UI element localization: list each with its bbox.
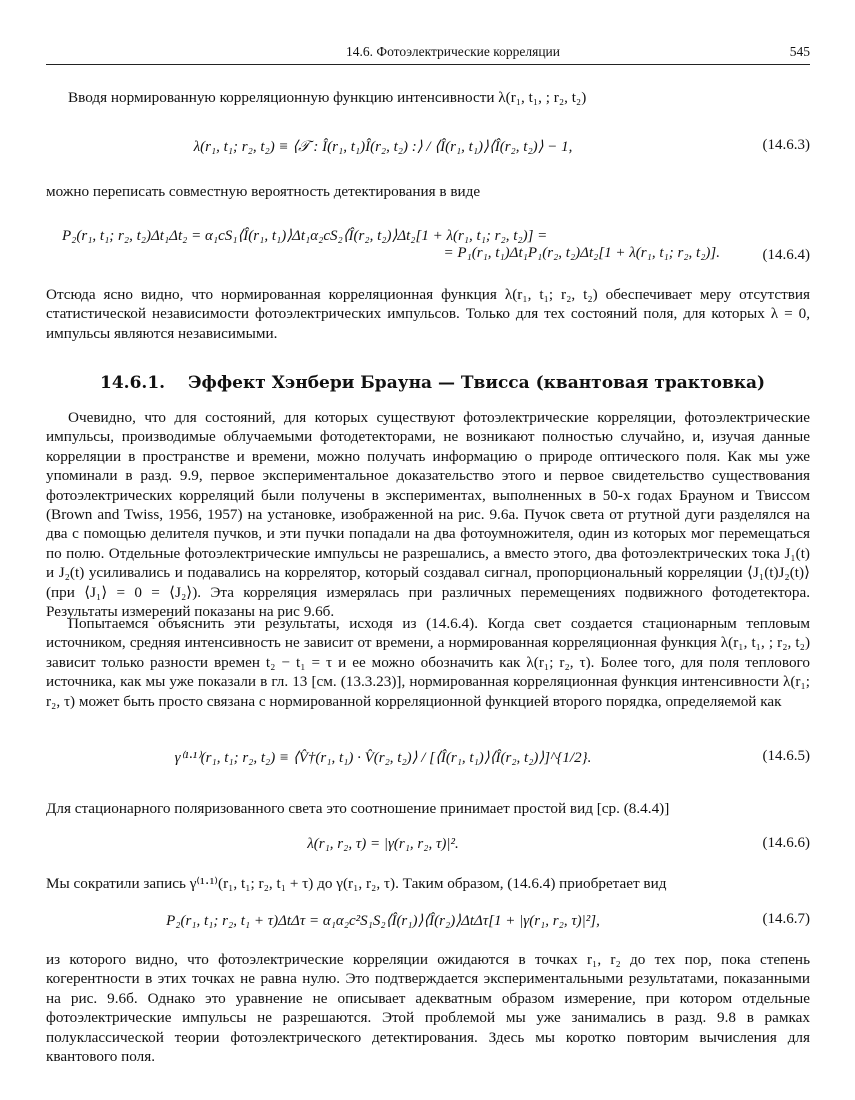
equation-body: P₂(r₁, t₁; r₂, t₁ + τ)ΔtΔτ = α₁α₂c²S₁S₂⟨Î(r₁)⟩⟨Î(r₂)⟩ΔtΔτ[1 + |γ(r₁, r₂, τ)|²], — [166, 912, 600, 929]
paragraph-section-2-text: Попытаемся объяснить эти результаты, исходя из (14.6.4). Когда свет создается стационарным тепловым источником, средняя интенсивность не зависит от времени, а нормированная корреляционная функция λ(r₁, t₁, ; r₂, t₂) зависит только разности времен t₂ − t₁ = τ и ее можно обозначить как λ(r₁; r₂, τ). Более того, для поля теплового источника, как мы уже показали в гл. 13 [см. (13.3.23)], нормированная корреляционная функция интенсивности λ(r₁; r₂, τ) может быть просто связана с нормированной корреляционной функцией второго порядка, определяемой как — [46, 615, 810, 710]
equation-number: (14.6.7) — [762, 911, 810, 927]
equation-14-6-4 — [46, 226, 810, 270]
equation-14-6-7 — [46, 906, 810, 934]
paragraph-after-eq5 — [46, 799, 810, 818]
paragraph-section-1-text: Очевидно, что для состояний, для которых существуют фотоэлектрические корреляции, фотоэлектрические импульсы, производимые облучаемыми фотодетекторами, не возникают полностью случайно, и, изучая данные корреляции в пространстве и времени, можно получать информацию о природе оптического поля. Как мы уже упоминали в разд. 9.9, первое экспериментальное доказательство этого и первое свидетельство существования фотоэлектрических корреляций были получены в экспериментах, выполненных в 50-х годах Брауном и Твиссом (Brown and Twiss, 1956, 1957) на установке, изображенной на рис. 9.6а. Пучок света от ртутной дуги разделялся на два с помощью делителя пучков, и эти пучки попадали на два фотоумножителя, один из которых мог перемещаться по полю. Отдельные фотоэлектрические импульсы не разрешались, а вместо этого, два фотоэлектрических тока J₁(t) и J₂(t) усиливались и подавались на коррелятор, который создавал сигнал, пропорциональный корреляции ⟨J₁(t)J₂(t)⟩ (при ⟨J₁⟩ = 0 = ⟨J₂⟩). Эта корреляция измерялась при различных перемещениях подвижного фотодетектора. Результаты измерений показаны на рис 9.6б. — [46, 409, 810, 621]
paragraph-section-1 — [46, 408, 810, 621]
paragraph-section-2 — [46, 614, 810, 711]
equation-number: (14.6.5) — [762, 748, 810, 764]
header-rule — [46, 64, 810, 65]
equation-body: λ(r₁, t₁; r₂, t₂) ≡ ⟨𝒯 : Î(r₁, t₁)Î(r₂, t₂) :⟩ / ⟨Î(r₁, t₁)⟩⟨Î(r₂, t₂)⟩ − 1, — [193, 138, 573, 155]
paragraph-final — [46, 950, 810, 1066]
paragraph-after-eq3 — [46, 182, 810, 201]
equation-body: γ⁽¹·¹⁾(r₁, t₁; r₂, t₂) ≡ ⟨V̂†(r₁, t₁) · V̂(r₂, t₂)⟩ / [⟨Î(r₁, t₁)⟩⟨Î(r₂, t₂)⟩]^{1/2}. — [174, 749, 592, 766]
paragraph-after-eq4-text: Отсюда ясно видно, что нормированная корреляционная функция λ(r₁, t₁; r₂, t₂) обеспечивает меру отсутствия статистической независимости фотоэлектрических импульсов. Только для тех состояний поля, для которых λ = 0, импульсы являются независимыми. — [46, 286, 810, 342]
equation-number: (14.6.6) — [762, 835, 810, 851]
equation-14-6-3 — [46, 124, 810, 168]
equation-body: λ(r₁, r₂, τ) = |γ(r₁, r₂, τ)|². — [307, 835, 459, 852]
header-section-title: 14.6. Фотоэлектрические корреляции — [346, 44, 560, 59]
page-number: 545 — [789, 44, 810, 59]
running-header — [46, 44, 810, 64]
equation-14-6-6 — [46, 832, 810, 856]
paragraph-after-eq4 — [46, 285, 810, 343]
paragraph-final-text: из которого видно, что фотоэлектрические корреляции ожидаются в точках r₁, r₂ до тех пор, пока степень когерентности в этих точках не равна нулю. Это подтверждается экспериментальными результатами, показанными на рис. 9.6б. Однако это уравнение не описывает адекватным образом измерение, при котором отдельные фотоэлектрические импульсы не разрешаются. Этой проблемой мы уже занимались в разд. 9.8 в рамках полуклассической теории фотоэлектрического детектирования. Здесь мы коротко повторим вычисления для квантового поля. — [46, 951, 810, 1066]
equation-14-6-5 — [46, 735, 810, 779]
equation-number: (14.6.4) — [762, 247, 810, 263]
paragraph-after-eq5-text: Для стационарного поляризованного света это соотношение принимает простой вид [ср. (8.4.4)] — [46, 800, 670, 817]
paragraph-intro — [46, 88, 810, 107]
equation-line-2: = P₁(r₁, t₁)Δt₁P₁(r₂, t₂)Δt₂[1 + λ(r₁, t₁; r₂, t₂)]. — [443, 245, 720, 261]
equation-number: (14.6.3) — [762, 137, 810, 153]
paragraph-after-eq6-text: Мы сократили запись γ⁽¹·¹⁾(r₁, t₁; r₂, t₁ + τ) до γ(r₁, r₂, τ). Таким образом, (14.6.4) приобретает вид — [46, 875, 667, 892]
section-title: Эффект Хэнбери Брауна — Твисса (квантовая трактовка) — [188, 373, 766, 393]
equation-line-1: P₂(r₁, t₁; r₂, t₂)Δt₁Δt₂ = α₁cS₁⟨Î(r₁, t₁)⟩Δt₁α₂cS₂⟨Î(r₂, t₂)⟩Δt₂[1 + λ(r₁, t₁; r₂, t₂)] = — [62, 228, 548, 244]
paragraph-after-eq3-text: можно переписать совместную вероятность детектирования в виде — [46, 183, 481, 200]
section-number: 14.6.1. — [100, 373, 166, 393]
section-heading — [100, 373, 765, 393]
paragraph-after-eq6 — [46, 874, 810, 893]
equation-body — [46, 226, 720, 270]
paragraph-intro-text: Вводя нормированную корреляционную функцию интенсивности λ(r₁, t₁, ; r₂, t₂) — [68, 89, 587, 106]
